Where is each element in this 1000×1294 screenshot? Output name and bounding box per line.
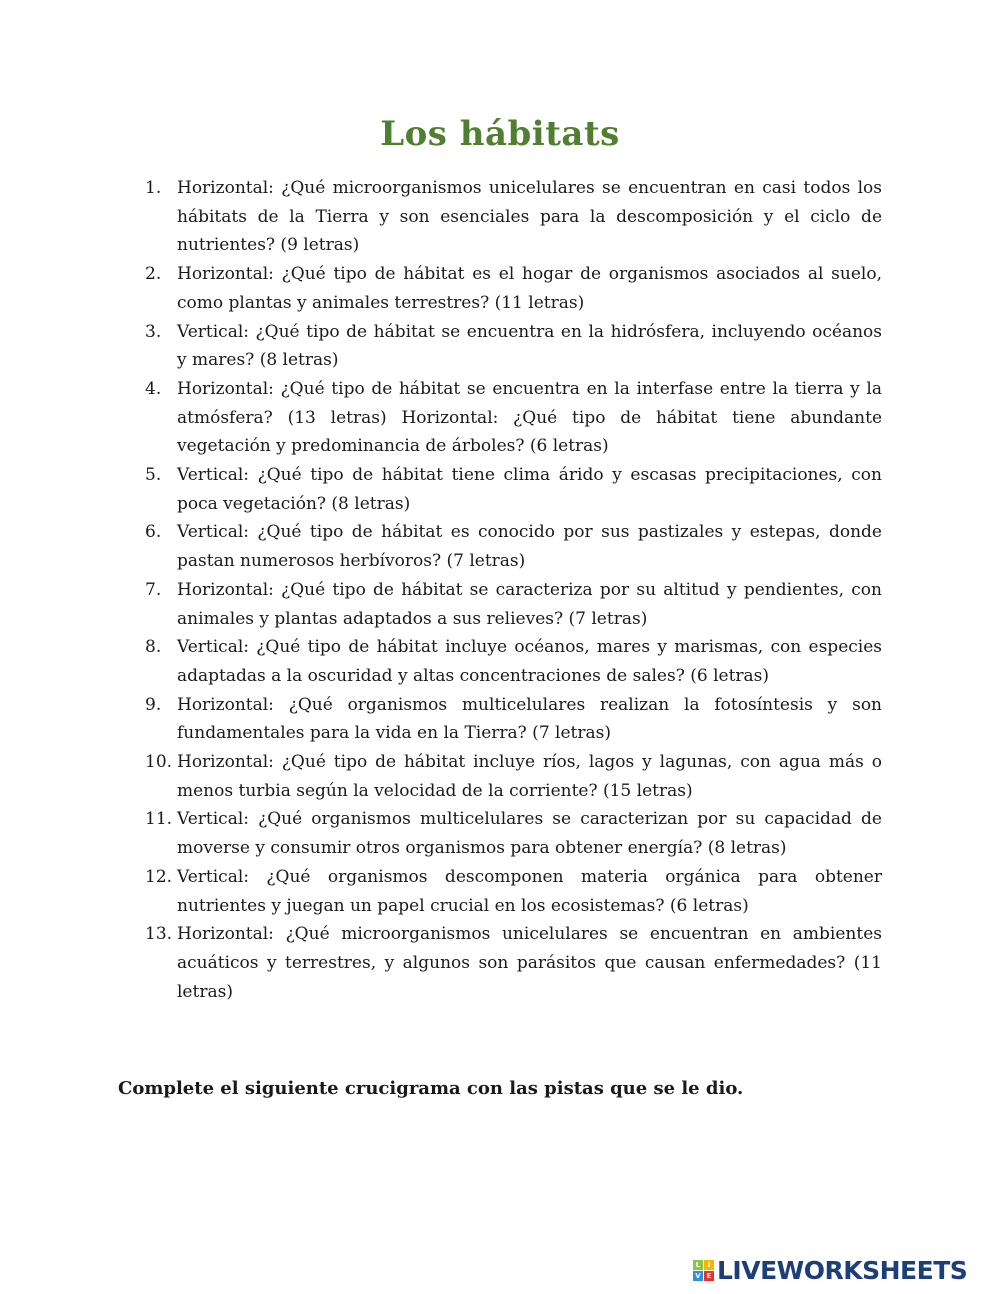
- logo-block: V: [693, 1271, 703, 1281]
- clue-number: 2.: [145, 264, 162, 285]
- clue-item: [145, 691, 882, 748]
- clue-item: [145, 174, 882, 260]
- clue-item: [145, 576, 882, 633]
- instruction: Complete el siguiente crucigrama con las pistas que se le dio.: [118, 1078, 744, 1099]
- clue-text: Vertical: ¿Qué tipo de hábitat es conocido por sus pastizales y estepas, donde pastan numerosos herbívoros? (7 letras): [177, 522, 882, 572]
- clue-number: 8.: [145, 637, 162, 658]
- logo-text: LIVEWORKSHEETS: [717, 1256, 968, 1285]
- clue-text: Horizontal: ¿Qué tipo de hábitat se encuentra en la interfase entre la tierra y la atmósfera? (13 letras) Horizontal: ¿Qué tipo de hábitat tiene abundante vegetación y predominancia de árboles? (6 letras): [177, 378, 882, 457]
- clue-number: 3.: [145, 321, 162, 342]
- clue-text: Horizontal: ¿Qué microorganismos unicelulares se encuentran en casi todos los hábitats de la Tierra y son esenciales para la descomposición y el ciclo de nutrientes? (9 letras): [177, 178, 882, 256]
- logo-block: L: [693, 1260, 703, 1270]
- clue-number: 11.: [145, 809, 173, 830]
- clue-text: Horizontal: ¿Qué tipo de hábitat es el hogar de organismos asociados al suelo, como plantas y animales terrestres? (11 letras): [177, 264, 882, 313]
- clue-number: 1.: [145, 178, 162, 198]
- clue-item: [145, 461, 882, 518]
- clue-number: 9.: [145, 694, 162, 715]
- clue-text: Vertical: ¿Qué tipo de hábitat se encuentra en la hidrósfera, incluyendo océanos y mares? (8 letras): [177, 321, 882, 371]
- clue-item: [145, 633, 882, 690]
- clue-item: [145, 260, 882, 317]
- clue-number: 10.: [145, 752, 173, 773]
- clue-text: Horizontal: ¿Qué tipo de hábitat se caracteriza por su altitud y pendientes, con animales y plantas adaptados a sus relieves? (7 letras): [177, 579, 882, 629]
- clue-item: [145, 805, 882, 862]
- clue-number: 6.: [145, 522, 162, 543]
- clue-text: Horizontal: ¿Qué organismos multicelulares realizan la fotosíntesis y son fundamentales para la vida en la Tierra? (7 letras): [177, 694, 882, 744]
- clue-text: Horizontal: ¿Qué microorganismos unicelulares se encuentran en ambientes acuáticos y terrestres, y algunos son parásitos que causan enfermedades? (11 letras): [177, 924, 882, 1002]
- clue-item: [145, 920, 882, 1006]
- clue-item: [145, 748, 882, 805]
- clue-item: [145, 318, 882, 375]
- logo-block: E: [704, 1271, 714, 1281]
- page-title: Los hábitats: [380, 114, 620, 154]
- clue-number: 7.: [145, 579, 162, 600]
- clue-number: 4.: [145, 378, 162, 399]
- clue-text: Horizontal: ¿Qué tipo de hábitat incluye ríos, lagos y lagunas, con agua más o menos turbia según la velocidad de la corriente? (15 letras): [177, 752, 882, 801]
- clue-text: Vertical: ¿Qué tipo de hábitat incluye océanos, mares y marismas, con especies adaptadas a la oscuridad y altas concentraciones de sales? (6 letras): [177, 637, 882, 686]
- clue-number: 12.: [145, 866, 173, 887]
- clue-item: [145, 375, 882, 461]
- clue-item: [145, 518, 882, 575]
- logo-blocks-icon: [693, 1260, 714, 1281]
- clue-number: 13.: [145, 924, 173, 945]
- clue-list: [145, 174, 882, 1006]
- clue-item: [145, 863, 882, 920]
- logo-block: I: [704, 1260, 714, 1270]
- clue-text: Vertical: ¿Qué organismos multicelulares se caracterizan por su capacidad de moverse y consumir otros organismos para obtener energía? (8 letras): [177, 809, 882, 859]
- clue-text: Vertical: ¿Qué tipo de hábitat tiene clima árido y escasas precipitaciones, con poca vegetación? (8 letras): [177, 465, 882, 514]
- clue-number: 5.: [145, 465, 162, 486]
- clue-text: Vertical: ¿Qué organismos descomponen materia orgánica para obtener nutrientes y juegan un papel crucial en los ecosistemas? (6 letras): [177, 866, 882, 916]
- liveworksheets-logo: [693, 1256, 967, 1285]
